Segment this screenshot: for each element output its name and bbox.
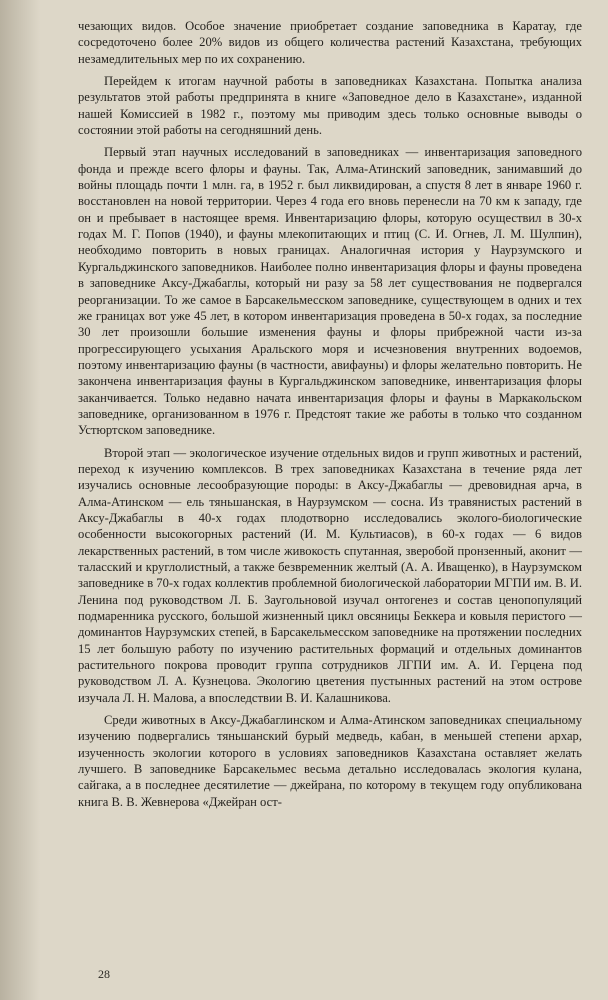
paragraph-5: Среди животных в Аксу-Джабаглинском и Алма-Атинском заповедниках специальному изучению подвергались тяньшанский бурый медведь, кабан, в меньшей степени архар, изученность экологии которого в условиях заповедников Казахстана оставляет желать лучшего. В заповеднике Барсакельмес весьма детально исследовалась экология кулана, сайгака, а в последнее десятилетие — джейрана, по которому в текущем году опубликована книга В. В. Жевнерова «Джейран ост- [78, 713, 582, 809]
paragraph-3: Первый этап научных исследований в заповедниках — инвентаризация заповедного фонда и прежде всего флоры и фауны. Так, Алма-Атинский заповедник, занимавший до войны площадь почти 1 млн. га, в 1952 г. был ликвидирован, а спустя 8 лет в январе 1960 г. восстановлен на новой территории. Через 4 года его вновь перенесли на 70 км к западу, где он и пребывает в настоящее время. Инвентаризацию флоры, которую осуществил в 30-х годах М. Г. Попов (1940), и фауны млекопитающих и птиц (С. И. Огнев, Л. М. Шулпин), необходимо повторить в новых границах. Аналогичная история у Наурзумского и Кургальджинского заповедников. Наиболее полно инвентаризация флоры и фауны проведена в заповеднике Аксу-Джабаглы, который ни разу за 58 лет существования не подвергался реорганизации. То же самое в Барсакельмесском заповеднике, существующем в одних и тех же границах вот уже 45 лет, в котором инвентаризация проведена в 50-х годах, за последние 30 лет произошли большие изменения фауны и флоры прибрежной части из-за прогрессирующего усыхания Аральского моря и исчезновения внутренних водоемов, поэтому инвентаризацию фауны (в частности, авифауны) и флоры желательно повторить. Не закончена инвентаризация фауны в Кургальджинском заповеднике, инвентаризация флоры заканчивается. Только недавно начата инвентаризация флоры и фауны в Маркакольском заповеднике, организованном в 1976 г. Предстоят такие же работы в только что созданном Устюртском заповеднике. [78, 145, 582, 438]
paragraph-4: Второй этап — экологическое изучение отдельных видов и групп животных и растений, переход к изучению комплексов. В трех заповедниках Казахстана в течение ряда лет изучались основные лесообразующие породы: в Аксу-Джабаглы — древовидная арча, в Алма-Атинском — ель тяньшанская, в Наурзумском — сосна. Из травянистых растений в Аксу-Джабаглы в 40-х годах плодотворно исследовались эколого-биологические особенности высокогорных растений (И. М. Культиасов), в 60-х годах — 6 видов лекарственных растений, в том числе живокость спутанная, зверобой пронзенный, аконит — таласский и круглолистный, а также безвременник желтый (А. А. Иващенко), в Наурзумском заповеднике в 70-х годах коллектив проблемной биологической лаборатории МГПИ им. В. И. Ленина под руководством Л. Б. Заугольновой изучал онтогенез и состав ценопопуляций подмаренника русского, большой жизненный цикл овсяницы Беккера и ковыля перистого — доминантов Наурзумских степей, в Барсакельмесском заповеднике на протяжении последних 15 лет большую работу по изучению растительных формаций и отдельных доминантов растительного покрова проводит группа сотрудников ЛГПИ им. А. И. Герцена под руководством Л. А. Кузнецова. Экологию цветения пустынных растений на этом острове изучала Л. Н. Малова, а впоследствии В. И. Калашникова. [78, 445, 582, 705]
binding-shadow [0, 0, 40, 1000]
body-text [78, 18, 582, 810]
paragraph-1: чезающих видов. Особое значение приобретает создание заповедника в Каратау, где сосредоточено более 20% видов из общего количества растений Казахстана, требующих незамедлительных мер по их сохранению. [78, 19, 582, 66]
page-number: 28 [98, 967, 110, 981]
paragraph-2: Перейдем к итогам научной работы в заповедниках Казахстана. Попытка анализа результатов этой работы предпринята в книге «Заповедное дело в Казахстане», изданной нашей Комиссией в 1982 г., поэтому мы приводим здесь только основные выводы о состоянии этой работы на сегодняшний день. [78, 74, 582, 138]
